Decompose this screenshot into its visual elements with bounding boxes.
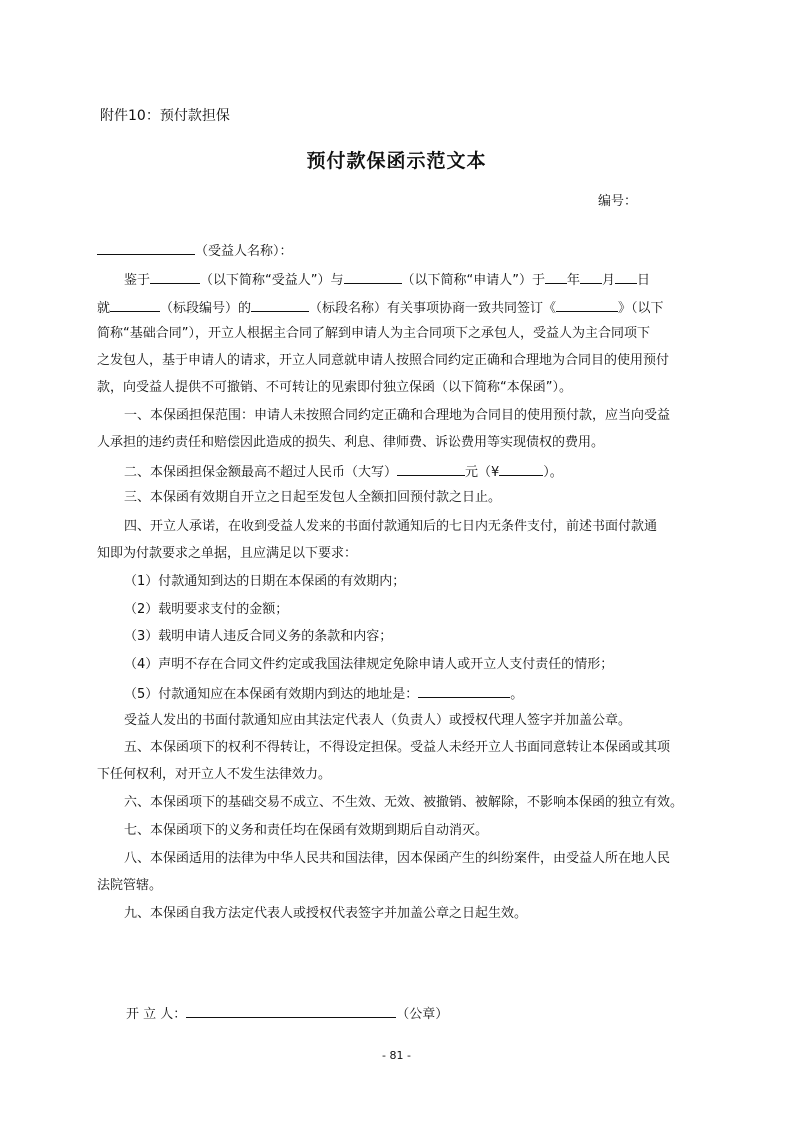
section-name-blank[interactable] [251,297,309,312]
preamble-line-1: 鉴于 （以下简称“受益人”）与 （以下简称“申请人”）于 年 月 日 [124,269,650,289]
requirement-4: （4）声明不存在合同文件约定或我国法律规定免除申请人或开立人支付责任的情形； [124,657,614,672]
section-number-blank[interactable] [110,297,160,312]
issuer-signature-blank[interactable] [186,1003,396,1018]
requirement-1: （1）付款通知到达的日期在本保函的有效期内； [124,574,406,589]
preamble-line-5: 款，向受益人提供不可撤销、不可转让的见索即付独立保函（以下简称“本保函”）。 [97,380,572,395]
clause-9: 九、本保函自我方法定代表人或授权代表签字并加盖公章之日起生效。 [124,906,528,921]
requirement-3: （3）载明申请人违反合同义务的条款和内容； [124,629,393,644]
document-title: 预付款保函示范文本 [306,150,487,172]
preamble-line-3: 简称“基础合同”），开立人根据主合同了解到申请人为主合同项下之承包人，受益人为主合同项下 [97,326,650,341]
clause-8-line-2: 法院管辖。 [97,878,163,893]
clause-4-line-2: 知即为付款要求之单据，且应满足以下要求： [97,546,358,561]
preamble-line-2: 就 （标段编号）的 （标段名称）有关事项协商一致共同签订《 》（以下 [97,297,664,317]
clause-1-line-1: 一、本保函担保范围：申请人未按照合同约定正确和合理地为合同目的使用预付款，应当向受益 [124,408,671,423]
page-number: - 81 - [382,1049,411,1062]
beneficiary-blank[interactable] [150,269,200,284]
month-blank[interactable] [580,269,602,284]
clause-3: 三、本保函有效期自开立之日起至发包人全额扣回预付款之日止。 [124,490,502,505]
beneficiary-name-blank[interactable] [97,240,195,255]
number-label: 编号： [598,194,638,209]
clause-7: 七、本保函项下的义务和责任均在保函有效期到期后自动消灭。 [124,823,489,838]
contract-name-blank[interactable] [556,297,618,312]
clause-6: 六、本保函项下的基础交易不成立、不生效、无效、被撤销、被解除，不影响本保函的独立有效。 [124,795,684,810]
notice-signing: 受益人发出的书面付款通知应由其法定代表人（负责人）或授权代理人签字并加盖公章。 [124,713,632,728]
requirement-5: （5）付款通知应在本保函有效期内到达的地址是： 。 [124,683,523,703]
amount-figure-blank[interactable] [499,461,543,476]
year-blank[interactable] [545,269,567,284]
amount-words-blank[interactable] [397,461,465,476]
preamble-line-4: 之发包人，基于申请人的请求，开立人同意就申请人按照合同约定正确和合理地为合同目的使用预付 [97,353,670,368]
addressee-line [97,240,293,260]
clause-4-line-1: 四、开立人承诺，在收到受益人发来的书面付款通知后的七日内无条件支付，前述书面付款通 [124,519,658,534]
clause-8-line-1: 八、本保函适用的法律为中华人民共和国法律，因本保函产生的纠纷案件，由受益人所在地人民 [124,851,671,866]
applicant-blank[interactable] [344,269,402,284]
requirement-2: （2）载明要求支付的金额； [124,602,289,617]
annex-label: 附件10：预付款担保 [100,108,230,124]
clause-5-line-1: 五、本保函项下的权利不得转让，不得设定担保。受益人未经开立人书面同意转让本保函或其项 [124,740,671,755]
clause-2: 二、本保函担保金额最高不超过人民币（大写） 元（¥ ）。 [124,461,563,481]
addressee-suffix: （受益人名称）： [195,244,293,259]
address-blank[interactable] [418,683,510,698]
signature-line: 开 立 人： （公章） [126,1003,448,1023]
clause-1-line-2: 人承担的违约责任和赔偿因此造成的损失、利息、律师费、诉讼费用等实现债权的费用。 [97,435,605,450]
clause-5-line-2: 下任何权利，对开立人不发生法律效力。 [97,767,332,782]
day-blank[interactable] [615,269,637,284]
